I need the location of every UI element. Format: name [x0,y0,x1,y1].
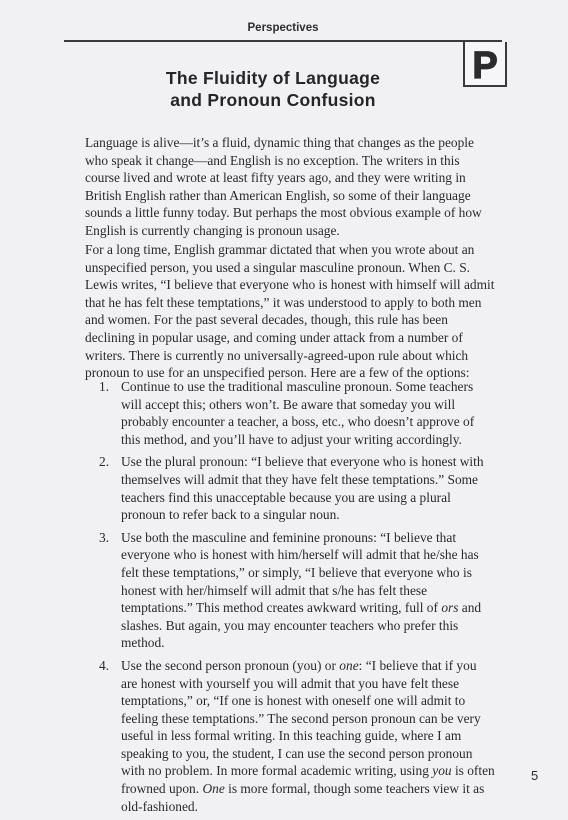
list-item [99,453,495,523]
list-number: 2. [99,454,110,470]
badge-letter: P [472,45,498,85]
list-number: 3. [99,529,110,545]
options-list [99,378,495,820]
list-number: 4. [99,657,110,673]
page-title [110,67,436,111]
title-line-1: The Fluidity of Language [165,68,381,88]
list-text: Use the second person pronoun (you) or one: “I believe that if you are honest with yourself you will admit that you have felt these temptations,” or, “If one is honest with oneself one will admit to feeling these temptations.” The second person pronoun can be very useful in less formal writing. In this teaching guide, where I am speaking to you, the student, I can use the second person pronoun with no problem. In more formal academic writing, using you is often frowned upon. One is more formal, though some teachers view it as old-fashioned. [121,657,495,814]
list-number: 1. [99,379,110,394]
header-rule [64,40,502,42]
section-header: Perspectives [247,22,319,34]
list-item [99,657,495,815]
paragraph-intro: Language is alive—it’s a fluid, dynamic thing that changes as the people who speak it change—and English is no exception. The writers in this course lived and wrote at least fifty years ago, and they were writing in British English rather than American English, so some of their language sounds a little funny today. But perhaps the most obvious example of how English is currently changing is pronoun usage. [85,135,482,238]
list-text: Continue to use the traditional masculine pronoun. Some teachers will accept this; others won’t. Be aware that someday you will probably encounter a teacher, a boss, etc., who doesn’t approve of this method, and you’ll have to adjust your writing accordingly. [121,379,475,447]
list-text: Use both the masculine and feminine pronouns: “I believe that everyone who is honest with him/herself will admit that he/she has felt these temptations,” or simply, “I believe that everyone who is honest with her/himself will admit that s/he has felt these temptations.” This method creates awkward writing, full of ors and slashes. But again, you may encounter teachers who prefer this method. [121,529,482,651]
list-text: Use the plural pronoun: “I believe that everyone who is honest with themselves will admit that they have felt these temptations.” Some teachers find this unacceptable because you are using a plural pronoun to refer back to a singular noun. [121,454,484,523]
list-item [99,529,495,652]
page-number: 5 [531,768,539,783]
p-letter-icon [465,42,505,85]
paragraph-context: For a long time, English grammar dictated that when you wrote about an unspecified person, you used a singular masculine pronoun. When C. S. Lewis writes, “I believe that everyone who is honest with himself will admit that he has felt these temptations,” it was understood to apply to both men and women. For the past several decades, though, this rule has been declining in popular usage, and coming under attack from a number of writers. There is currently no universally-agreed-upon rule about which pronoun to use for an unspecified person. Here are a few of the options: [85,242,495,381]
list-item [99,378,495,448]
title-line-2: and Pronoun Confusion [170,90,376,110]
section-badge [463,42,507,87]
